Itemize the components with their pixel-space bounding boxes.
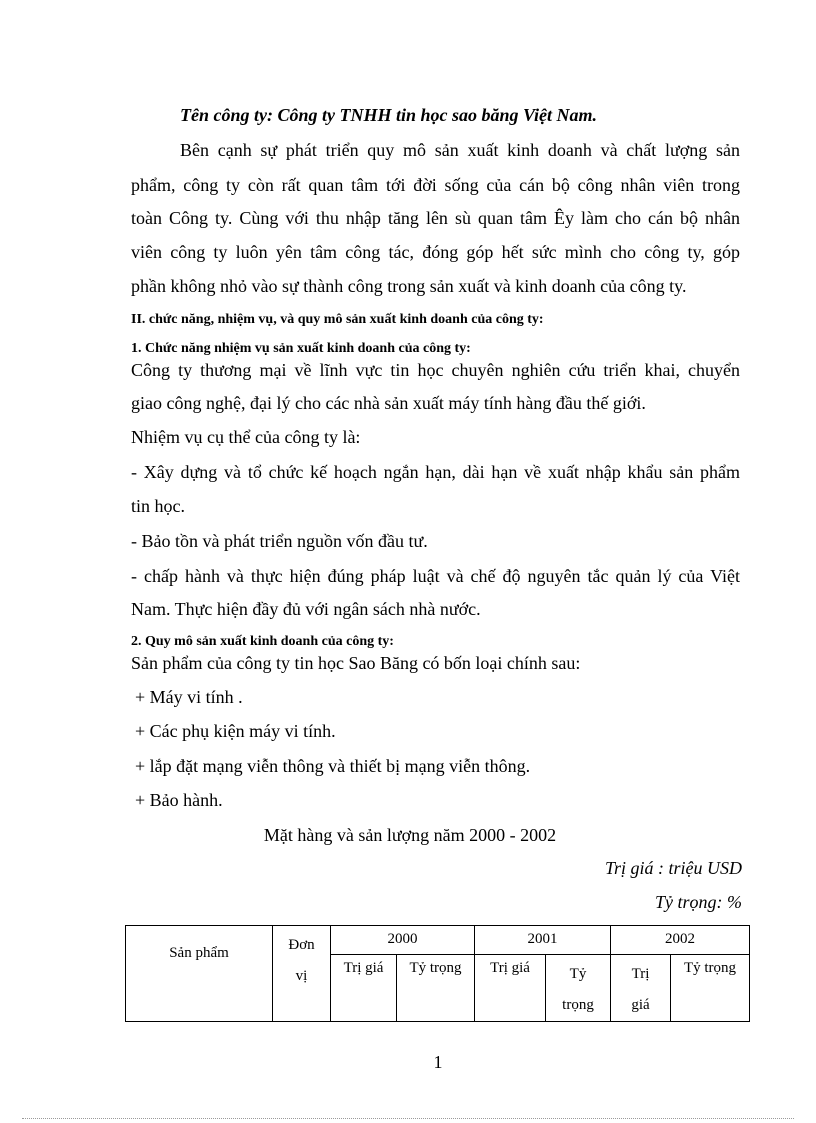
- table-header-row: [126, 926, 750, 955]
- product-item: + Các phụ kiện máy vi tính.: [135, 721, 336, 741]
- page-number: 1: [433, 1052, 443, 1072]
- intro-line: phẩm, công ty còn rất quan tâm tới đời sống của cán bộ công nhân viên trong: [131, 175, 740, 195]
- header-year-2000: 2000: [331, 926, 475, 955]
- header-year-2001: 2001: [475, 926, 611, 955]
- company-name-line: Tên công ty: Công ty TNHH tin học sao băng Việt Nam.: [180, 105, 598, 125]
- subsection-1-heading: 1. Chức năng nhiệm vụ sản xuất kinh doanh của công ty:: [131, 341, 471, 356]
- body-line: - Xây dựng và tổ chức kế hoạch ngắn hạn, dài hạn về xuất nhập khẩu sản phẩm: [131, 462, 740, 482]
- header-year-2002: 2002: [611, 926, 750, 955]
- intro-line: Bên cạnh sự phát triển quy mô sản xuất kinh doanh và chất lượng sản: [180, 140, 740, 160]
- header-value-2000: Trị giá: [331, 955, 397, 1022]
- body-line: Sản phẩm của công ty tin học Sao Băng có bốn loại chính sau:: [131, 653, 581, 673]
- body-line: Nam. Thực hiện đầy đủ với ngân sách nhà nước.: [131, 599, 481, 619]
- header-product: Sản phẩm: [126, 926, 273, 1022]
- intro-line: viên công ty luôn yên tâm công tác, đóng góp hết sức mình cho công ty, góp: [131, 242, 740, 262]
- header-unit: Đơn vị: [273, 926, 331, 1022]
- body-line: giao công nghệ, đại lý cho các nhà sản xuất máy tính hàng đầu thế giới.: [131, 393, 646, 413]
- product-item: + Bảo hành.: [135, 790, 223, 810]
- product-output-table: [125, 925, 750, 1022]
- header-value-2001: Trị giá: [475, 955, 546, 1022]
- intro-line: toàn Công ty. Cùng với thu nhập tăng lên sù quan tâm Êy làm cho cán bộ nhân: [131, 208, 740, 228]
- body-line: - chấp hành và thực hiện đúng pháp luật và chế độ nguyên tắc quản lý của Việt: [131, 566, 740, 586]
- header-share-2000: Tỷ trọng: [397, 955, 475, 1022]
- product-item: + Máy vi tính .: [135, 687, 243, 707]
- unit-value-note: Trị giá : triệu USD: [604, 858, 742, 878]
- intro-line: phần không nhỏ vào sự thành công trong sản xuất và kinh doanh của công ty.: [131, 276, 687, 296]
- body-line: Công ty thương mại về lĩnh vực tin học chuyên nghiên cứu triển khai, chuyển: [131, 360, 740, 380]
- table-title: Mặt hàng và sản lượng năm 2000 - 2002: [263, 825, 557, 845]
- page-bottom-divider: [22, 1118, 794, 1119]
- body-line: - Bảo tồn và phát triển nguồn vốn đầu tư.: [131, 531, 428, 551]
- header-value-2002: Trị giá: [611, 955, 671, 1022]
- header-share-2002: Tỷ trọng: [671, 955, 750, 1022]
- header-share-2001: Tỷ trọng: [546, 955, 611, 1022]
- subsection-2-heading: 2. Quy mô sản xuất kinh doanh của công ty:: [131, 634, 394, 649]
- section-heading: II. chức năng, nhiệm vụ, và quy mô sản xuất kinh doanh của công ty:: [131, 312, 544, 327]
- body-line: tin học.: [131, 496, 185, 516]
- product-item: + lắp đặt mạng viễn thông và thiết bị mạng viễn thông.: [135, 756, 531, 776]
- unit-share-note: Tỷ trọng: %: [655, 892, 742, 912]
- body-line: Nhiệm vụ cụ thể của công ty là:: [131, 427, 361, 447]
